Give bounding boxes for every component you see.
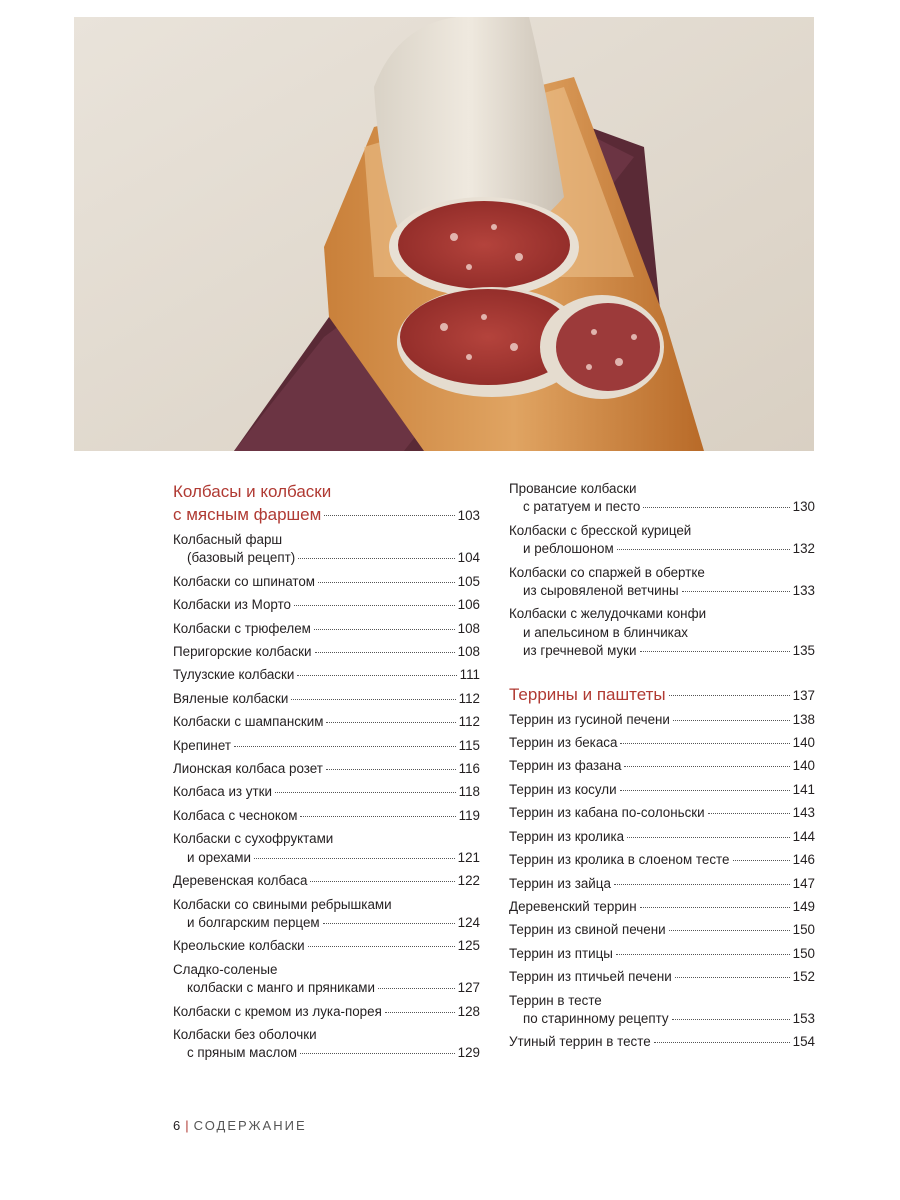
dot-leader — [385, 1012, 455, 1013]
toc-entry-title-line: и апельсином в блинчиках — [523, 624, 688, 640]
toc-entry[interactable] — [509, 992, 815, 1029]
toc-entry-title-line: Колбаски без оболочки — [173, 1026, 317, 1042]
page-number: 121 — [457, 849, 480, 865]
toc-entry-title-line: Колбаски с бресской курицей — [509, 522, 692, 538]
toc-entry-title: Утиный террин в тесте — [509, 1034, 651, 1050]
page-number: 129 — [457, 1045, 480, 1061]
salami-photo — [74, 17, 814, 451]
toc-entry[interactable] — [509, 564, 815, 601]
dot-leader — [669, 930, 790, 931]
toc-entry-title: Крепинет — [173, 737, 231, 753]
page-number: 132 — [792, 541, 815, 557]
toc-entry[interactable] — [509, 851, 815, 869]
toc-entry[interactable] — [509, 875, 815, 893]
toc-entry-title: Колбаски со шпинатом — [173, 573, 316, 589]
toc-entry-title-line: Провансие колбаски — [509, 481, 637, 496]
dot-leader — [675, 977, 790, 978]
section-title-line: Колбасы и колбаски — [173, 482, 332, 501]
toc-entry[interactable] — [509, 804, 815, 822]
page-number: 133 — [792, 583, 815, 599]
toc-entry[interactable] — [509, 968, 815, 986]
dot-leader — [627, 837, 790, 838]
dot-leader — [616, 954, 790, 955]
toc-entry-title: Террин из птицы — [509, 945, 613, 961]
page-number: 130 — [792, 499, 815, 515]
page-number: 105 — [457, 573, 480, 589]
toc-entry-title: из гречневой муки — [523, 643, 637, 659]
toc-entry[interactable] — [509, 828, 815, 846]
dot-leader — [326, 769, 456, 770]
page-number: 143 — [792, 805, 815, 821]
toc-entry-title: с пряным маслом — [187, 1045, 298, 1061]
toc-entry[interactable] — [509, 781, 815, 799]
toc-entry[interactable] — [509, 605, 815, 660]
toc-entry-title: Террин из бекаса — [509, 735, 618, 751]
toc-entry-title: из сыровяленой ветчины — [523, 583, 679, 599]
dot-leader — [298, 558, 454, 559]
toc-entry[interactable] — [173, 807, 480, 825]
dot-leader — [294, 605, 455, 606]
toc-entry[interactable] — [173, 620, 480, 638]
toc-entry[interactable] — [173, 643, 480, 661]
toc-entry-title: Террин из гусиной печени — [509, 711, 670, 727]
section-title-line: Террины и паштеты — [509, 684, 666, 704]
toc-entry[interactable] — [509, 945, 815, 963]
toc-entry-title: и реблошоном — [523, 541, 614, 557]
page-number: 122 — [457, 873, 480, 889]
dot-leader — [669, 695, 790, 696]
toc-entry-title-line: Колбасный фарш — [173, 532, 283, 547]
dot-leader — [291, 699, 455, 700]
page-number: 106 — [457, 597, 480, 613]
toc-entry-title: Колбаса с чесноком — [173, 807, 298, 823]
dot-leader — [682, 591, 790, 592]
page-number: 154 — [792, 1034, 815, 1050]
toc-entry-list — [509, 711, 815, 1052]
dot-leader — [640, 651, 790, 652]
toc-entry[interactable] — [173, 783, 480, 801]
toc-entry-list — [509, 480, 815, 661]
toc-entry-title: и болгарским перцем — [187, 914, 320, 930]
page-number: 124 — [457, 914, 480, 930]
toc-entry-title: Террин из кролика — [509, 828, 625, 844]
page-number: 112 — [458, 690, 480, 706]
page-number: 144 — [792, 828, 815, 844]
dot-leader — [624, 766, 789, 767]
toc-entry-title-line: Сладко-соленые — [173, 961, 278, 977]
section-title-line: с мясным фаршем — [173, 505, 322, 524]
toc-entry-title: Колбаса из утки — [173, 784, 272, 800]
toc-entry-title: по старинному рецепту — [523, 1010, 669, 1026]
toc-entry-title: Террин из птичьей печени — [509, 969, 672, 985]
toc-entry[interactable] — [173, 937, 480, 955]
toc-entry[interactable] — [509, 734, 815, 752]
toc-entry[interactable] — [509, 1033, 815, 1051]
dot-leader — [643, 507, 789, 508]
toc-entry[interactable] — [173, 596, 480, 614]
toc-entry[interactable] — [173, 690, 480, 708]
toc-entry-title: Лионская колбаса розет — [173, 761, 323, 777]
page-number: 119 — [458, 807, 480, 823]
dot-leader — [673, 720, 790, 721]
toc-entry-title-line: Колбаски с сухофруктами — [173, 831, 334, 847]
toc-entry[interactable] — [509, 480, 815, 517]
toc-entry-title: и орехами — [187, 849, 251, 865]
toc-entry-title: Колбаски с шампанским — [173, 714, 324, 730]
footer-page-number: 6 — [173, 1118, 181, 1133]
page-number: 140 — [792, 758, 815, 774]
dot-leader — [310, 881, 454, 882]
dot-leader — [324, 515, 454, 516]
page-number: 149 — [792, 898, 815, 914]
toc-entry-title-line: Колбаски с желудочками конфи — [509, 606, 707, 622]
page-number: 127 — [457, 980, 480, 996]
page-number: 137 — [792, 687, 815, 703]
page-number: 115 — [458, 737, 480, 753]
page-number: 150 — [792, 945, 815, 961]
toc-entry[interactable] — [173, 1003, 480, 1021]
dot-leader — [314, 629, 455, 630]
dot-leader — [297, 675, 456, 676]
page-number: 125 — [457, 938, 480, 954]
page-number: 108 — [457, 620, 480, 636]
toc-entry-title-line: Колбаски со свиными ребрышками — [173, 896, 392, 912]
toc-entry-title: Террин из зайца — [509, 875, 611, 891]
toc-entry[interactable] — [173, 1026, 480, 1063]
dot-leader — [300, 1053, 455, 1054]
salami-on-bread-illustration — [74, 17, 814, 451]
toc-entry[interactable] — [173, 737, 480, 755]
page-number: 104 — [457, 550, 480, 566]
page-number: 150 — [792, 922, 815, 938]
toc-entry-title: колбаски с манго и пряниками — [187, 980, 375, 996]
dot-leader — [315, 652, 455, 653]
toc-entry[interactable] — [509, 898, 815, 916]
page-number: 135 — [792, 643, 815, 659]
page-number: 111 — [459, 667, 480, 683]
toc-entry-title: с рататуем и песто — [523, 499, 641, 515]
dot-leader — [617, 549, 790, 550]
dot-leader — [640, 907, 790, 908]
page-number: 116 — [458, 761, 480, 777]
dot-leader — [318, 582, 455, 583]
toc-entry-title: Тулузские колбаски — [173, 667, 295, 683]
page-number: 140 — [792, 735, 815, 751]
toc-entry-title: Террин из свиной печени — [509, 922, 666, 938]
toc-entry-list — [173, 531, 480, 1063]
section-heading-sausages[interactable] — [173, 480, 480, 527]
dot-leader — [254, 858, 455, 859]
toc-entry-title: Террин из фазана — [509, 758, 622, 774]
section-heading-terrines[interactable] — [509, 683, 815, 707]
dot-leader — [378, 988, 455, 989]
toc-entry[interactable] — [173, 666, 480, 684]
page-number: 128 — [457, 1003, 480, 1019]
page-footer — [173, 1118, 307, 1133]
toc-entry-title: Колбаски с кремом из лука-порея — [173, 1003, 382, 1019]
toc-entry-title: Перигорские колбаски — [173, 644, 312, 660]
dot-leader — [733, 860, 790, 861]
toc-entry[interactable] — [173, 760, 480, 778]
toc-column-right — [509, 480, 815, 1057]
toc-entry-title: Креольские колбаски — [173, 938, 305, 954]
toc-entry[interactable] — [509, 921, 815, 939]
page-number: 108 — [457, 644, 480, 660]
toc-entry-title: Деревенская колбаса — [173, 873, 308, 889]
toc-entry[interactable] — [173, 961, 480, 998]
toc-entry-title-line: Террин в тесте — [509, 992, 602, 1008]
toc-entry-title: Деревенский террин — [509, 898, 637, 914]
toc-entry[interactable] — [173, 713, 480, 731]
dot-leader — [300, 816, 455, 817]
dot-leader — [620, 790, 790, 791]
toc-entry[interactable] — [509, 522, 815, 559]
toc-entry-title: Террин из кролика в слоеном тесте — [509, 852, 730, 868]
page-number: 103 — [457, 508, 480, 523]
dot-leader — [308, 946, 455, 947]
dot-leader — [275, 792, 456, 793]
toc-entry[interactable] — [173, 896, 480, 933]
toc-entry-title: Колбаски с трюфелем — [173, 620, 311, 636]
footer-label: СОДЕРЖАНИЕ — [193, 1118, 307, 1133]
dot-leader — [326, 722, 455, 723]
toc-entry-title-line: Колбаски со спаржей в обертке — [509, 564, 705, 580]
toc-entry[interactable] — [173, 573, 480, 591]
dot-leader — [614, 884, 790, 885]
page-number: 152 — [792, 969, 815, 985]
toc-column-left — [173, 480, 480, 1068]
toc-entry-title: Террин из косули — [509, 781, 617, 797]
dot-leader — [323, 923, 455, 924]
dot-leader — [708, 813, 790, 814]
toc-entry[interactable] — [509, 711, 815, 729]
toc-entry[interactable] — [173, 872, 480, 890]
page-number: 146 — [792, 852, 815, 868]
page-number: 112 — [458, 714, 480, 730]
page-number: 138 — [792, 711, 815, 727]
toc-entry-title: Колбаски из Морто — [173, 597, 292, 613]
dot-leader — [234, 746, 456, 747]
page-number: 147 — [792, 875, 815, 891]
dot-leader — [654, 1042, 790, 1043]
page-number: 153 — [792, 1010, 815, 1026]
page-number: 141 — [792, 781, 815, 797]
toc-entry[interactable] — [173, 830, 480, 867]
toc-entry-title: Террин из кабана по-солоньски — [509, 805, 705, 821]
dot-leader — [620, 743, 789, 744]
footer-separator: | — [185, 1118, 189, 1133]
page-number: 118 — [458, 784, 480, 800]
dot-leader — [672, 1019, 790, 1020]
toc-entry[interactable] — [173, 531, 480, 568]
toc-entry-title: (базовый рецепт) — [187, 550, 296, 566]
toc-entry-title: Вяленые колбаски — [173, 690, 289, 706]
toc-entry[interactable] — [509, 757, 815, 775]
